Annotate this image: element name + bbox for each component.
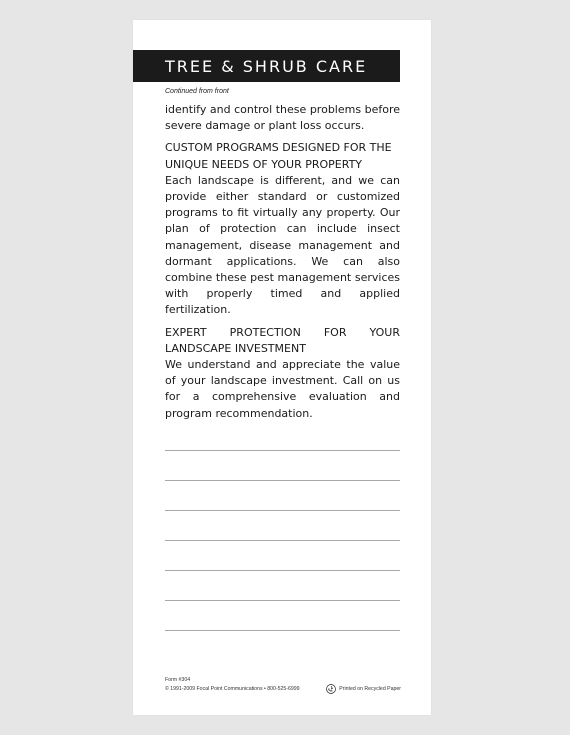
section-custom-programs bbox=[165, 140, 400, 318]
footer-row bbox=[165, 684, 401, 694]
header-bar bbox=[133, 50, 400, 82]
form-number: Form #304 bbox=[165, 677, 191, 683]
recycle-icon bbox=[326, 684, 336, 694]
section-expert-protection bbox=[165, 325, 400, 422]
write-line bbox=[165, 570, 400, 571]
recycled-note bbox=[326, 684, 401, 694]
write-line bbox=[165, 480, 400, 481]
intro-paragraph: identify and control these problems before severe damage or plant loss occurs. bbox=[165, 103, 400, 133]
write-line bbox=[165, 540, 400, 541]
write-in-lines bbox=[165, 450, 400, 660]
write-line bbox=[165, 630, 400, 631]
write-line bbox=[165, 510, 400, 511]
continued-note: Continued from front bbox=[165, 88, 229, 95]
body-content bbox=[165, 102, 400, 428]
section-heading: EXPERT PROTECTION FOR YOUR LANDSCAPE INVESTMENT bbox=[165, 325, 400, 355]
section-body: Each landscape is different, and we can provide either standard or customized programs to fit virtually any property. Our plan of protection can include insect management, disease management and dormant applications. We can also combine these pest management services with properly timed and applied fertilization. bbox=[165, 173, 400, 317]
write-line bbox=[165, 600, 400, 601]
footer bbox=[165, 677, 401, 694]
recycled-text: Printed on Recycled Paper bbox=[339, 685, 401, 692]
copyright-text: © 1991-2009 Focal Point Communications • 800-525-6999 bbox=[165, 685, 300, 692]
write-line bbox=[165, 450, 400, 451]
section-body: We understand and appreciate the value of your landscape investment. Call on us for a comprehensive evaluation and program recommendation. bbox=[165, 358, 400, 420]
page-title: TREE & SHRUB CARE bbox=[165, 56, 368, 76]
section-heading: CUSTOM PROGRAMS DESIGNED FOR THE UNIQUE NEEDS OF YOUR PROPERTY bbox=[165, 141, 392, 171]
door-hanger-card bbox=[133, 20, 431, 715]
